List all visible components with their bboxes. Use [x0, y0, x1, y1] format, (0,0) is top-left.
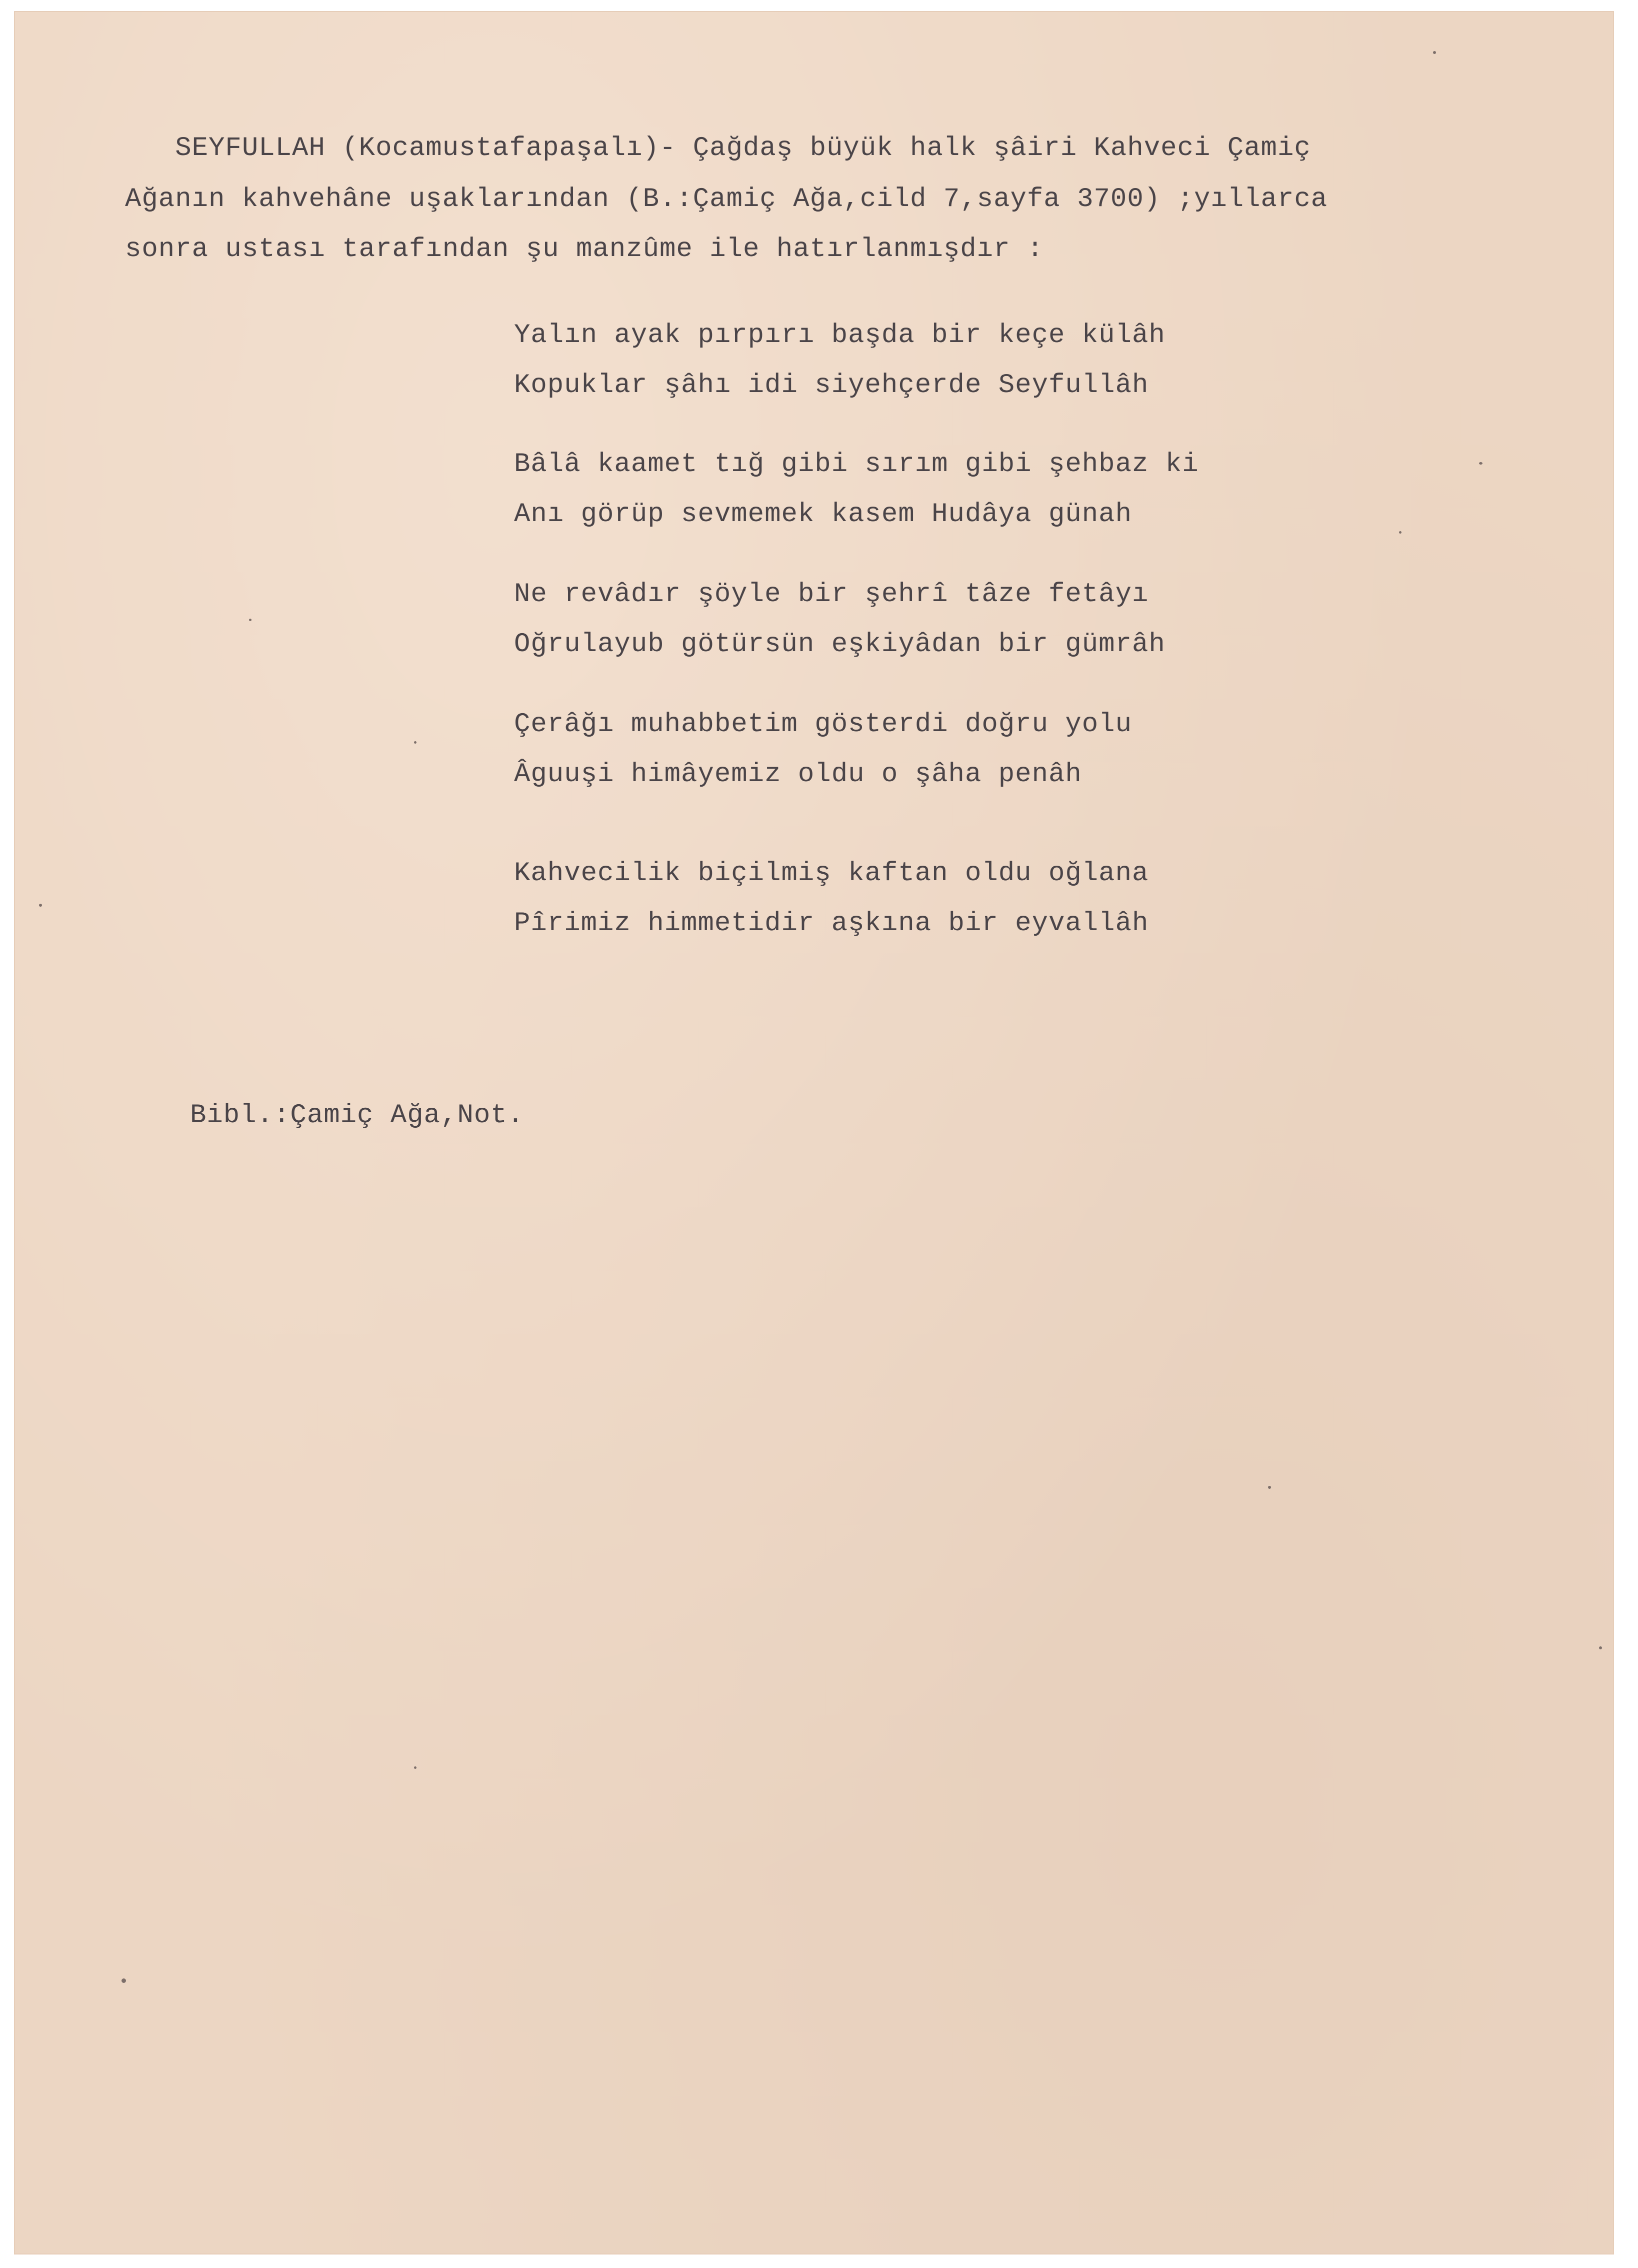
entry-line-2: Ağanın kahvehâne uşaklarından (B.:Çamiç Ağa,cild 7,sayfa 3700) ;yıllarca: [125, 184, 1328, 215]
paper-speck: [1399, 531, 1402, 534]
poem-stanza-5-line-1: Kahvecilik biçilmiş kaftan oldu oğlana: [514, 858, 1149, 889]
paper-speck: [39, 904, 42, 907]
poem-stanza-4-line-2: Âguuşi himâyemiz oldu o şâha penâh: [514, 759, 1082, 790]
paper-speck: [414, 1766, 416, 1769]
paper-speck: [414, 741, 416, 744]
paper-speck: [249, 619, 252, 621]
entry-line-3: sonra ustası tarafından şu manzûme ile hatırlanmışdır :: [125, 234, 1044, 265]
paper-speck: [1479, 462, 1482, 465]
paper-speck: [1433, 51, 1436, 54]
poem-stanza-1-line-2: Kopuklar şâhı idi siyehçerde Seyfullâh: [514, 370, 1149, 401]
entry-line-1: SEYFULLAH (Kocamustafapaşalı)- Çağdaş büyük halk şâiri Kahveci Çamiç: [125, 133, 1311, 164]
poem-stanza-4-line-1: Çerâğı muhabbetim gösterdi doğru yolu: [514, 709, 1132, 740]
poem-stanza-1-line-1: Yalın ayak pırpırı başda bir keçe külâh: [514, 320, 1166, 351]
poem-stanza-5-line-2: Pîrimiz himmetidir aşkına bir eyvallâh: [514, 908, 1149, 939]
typewritten-page: [14, 11, 1614, 2254]
poem-stanza-3-line-2: Oğrulayub götürsün eşkiyâdan bir gümrâh: [514, 629, 1166, 660]
poem-stanza-3-line-1: Ne revâdır şöyle bir şehrî tâze fetâyı: [514, 579, 1149, 610]
poem-stanza-2-line-1: Bâlâ kaamet tığ gibi sırım gibi şehbaz ki: [514, 449, 1199, 480]
bibliography-note: Bibl.:Çamiç Ağa,Not.: [190, 1100, 524, 1131]
poem-stanza-2-line-2: Anı görüp sevmemek kasem Hudâya günah: [514, 499, 1132, 530]
paper-speck: [122, 1978, 126, 1983]
paper-speck: [1599, 1646, 1602, 1649]
paper-speck: [1268, 1486, 1271, 1489]
